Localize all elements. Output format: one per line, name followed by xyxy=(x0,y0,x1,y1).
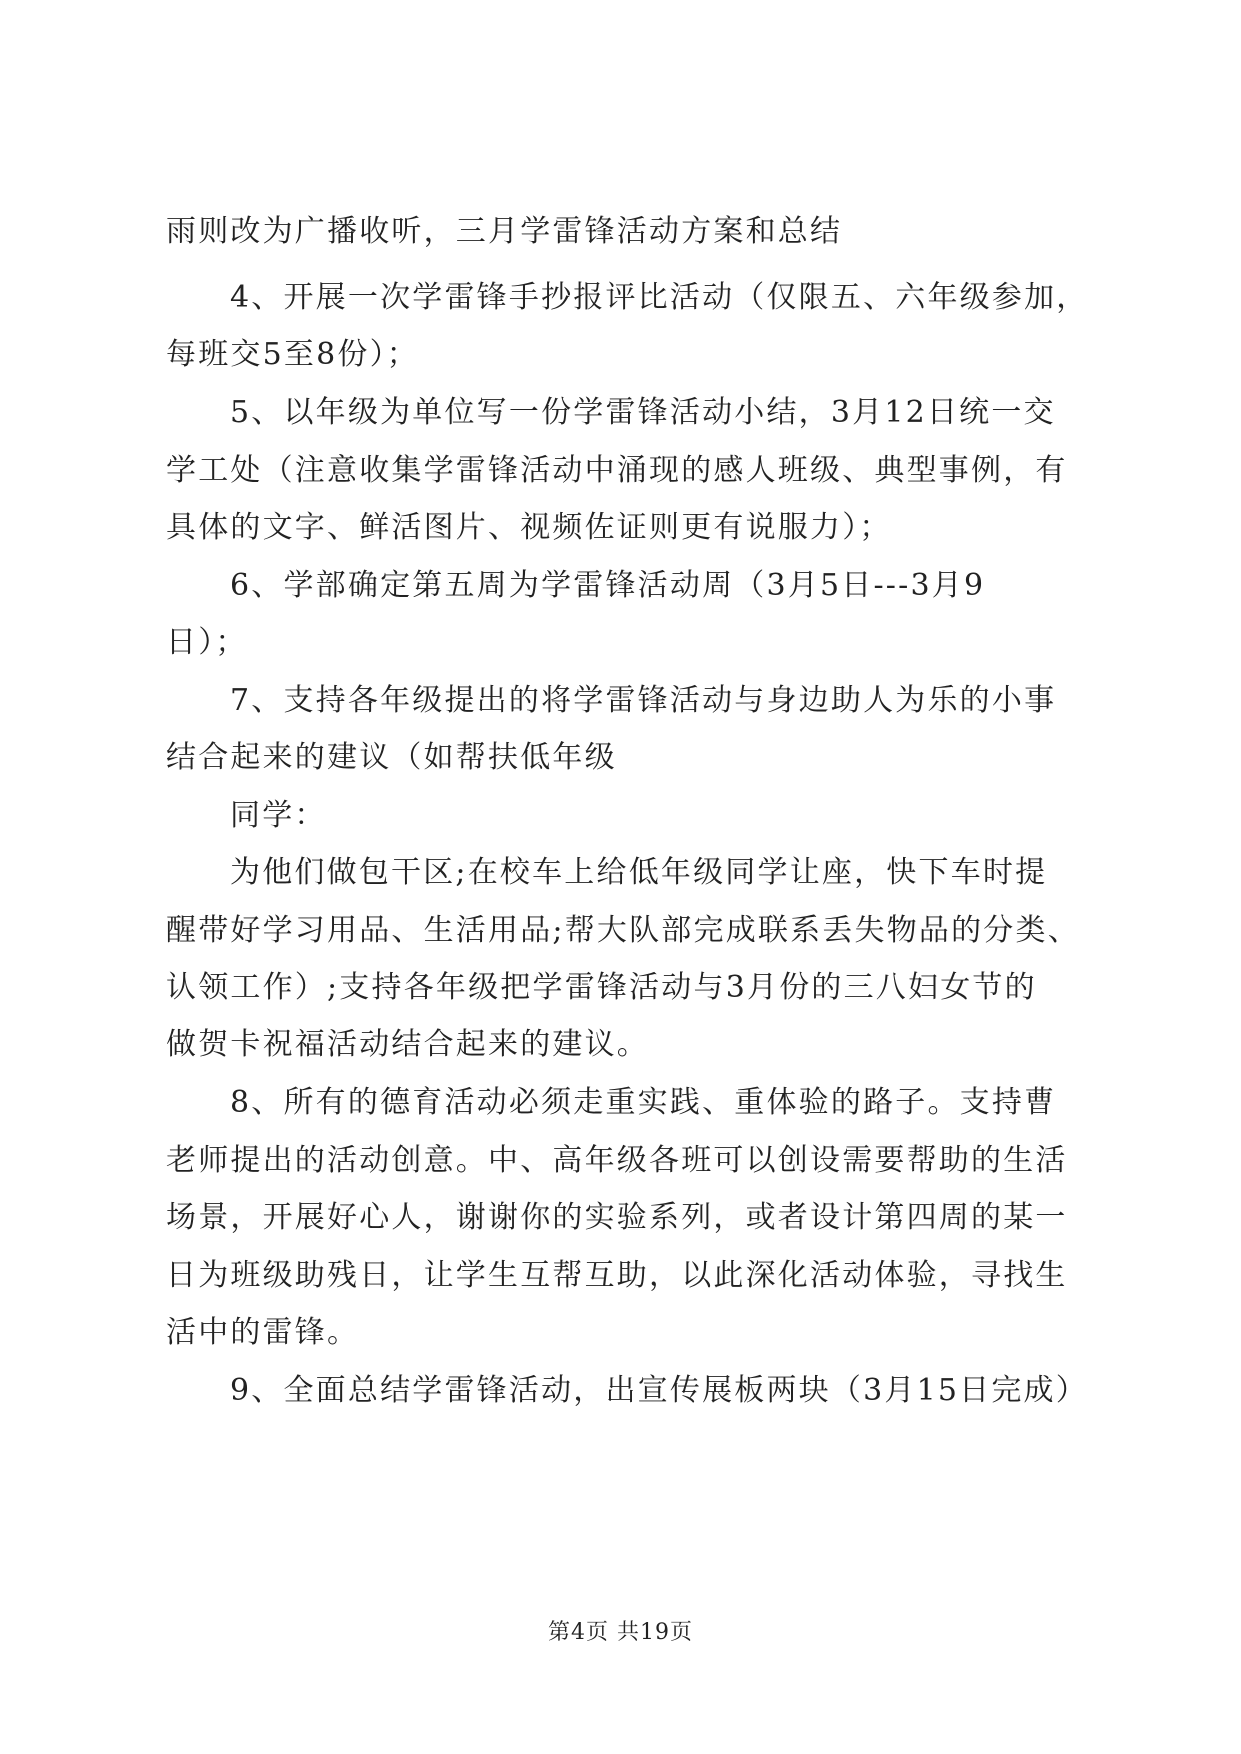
text-line: 9、全面总结学雷锋活动，出宣传展板两块（3月15日完成） xyxy=(230,1373,1088,1408)
text-line: 每班交5至8份）； xyxy=(166,337,419,372)
text-line: 场景，开展好心人，谢谢你的实验系列，或者设计第四周的某一 xyxy=(166,1200,1068,1235)
text-line: 老师提出的活动创意。中、高年级各班可以创设需要帮助的生活 xyxy=(166,1143,1068,1178)
text-line: 7、支持各年级提出的将学雷锋活动与身边助人为乐的小事 xyxy=(230,683,1057,718)
text-line: 5、以年级为单位写一份学雷锋活动小结，3月12日统一交 xyxy=(230,395,1056,430)
text-line: 做贺卡祝福活动结合起来的建议。 xyxy=(166,1027,649,1062)
text-line: 结合起来的建议（如帮扶低年级 xyxy=(166,740,617,775)
text-line: 8、所有的德育活动必须走重实践、重体验的路子。支持曹 xyxy=(230,1085,1057,1120)
text-line: 活中的雷锋。 xyxy=(166,1315,360,1350)
page-number-footer: 第4页 共19页 xyxy=(548,1620,693,1645)
text-line: 醒带好学习用品、生活用品;帮大队部完成联系丢失物品的分类、 xyxy=(166,913,1080,948)
text-line: 日）； xyxy=(166,625,248,660)
text-line: 具体的文字、鲜活图片、视频佐证则更有说服力）； xyxy=(166,510,892,545)
text-line: 认领工作）;支持各年级把学雷锋活动与3月份的三八妇女节的 xyxy=(166,970,1037,1005)
text-line: 4、开展一次学雷锋手抄报评比活动（仅限五、六年级参加， xyxy=(230,280,1089,315)
text-line: 6、学部确定第五周为学雷锋活动周（3月5日---3月9 xyxy=(230,568,986,603)
text-line: 同学： xyxy=(230,798,327,833)
text-line: 为他们做包干区;在校车上给低年级同学让座，快下车时提 xyxy=(230,855,1048,890)
text-line: 雨则改为广播收听，三月学雷锋活动方案和总结 xyxy=(166,214,843,249)
text-line: 学工处（注意收集学雷锋活动中涌现的感人班级、典型事例，有 xyxy=(166,453,1068,488)
text-line: 日为班级助残日，让学生互帮互助，以此深化活动体验，寻找生 xyxy=(166,1258,1068,1293)
